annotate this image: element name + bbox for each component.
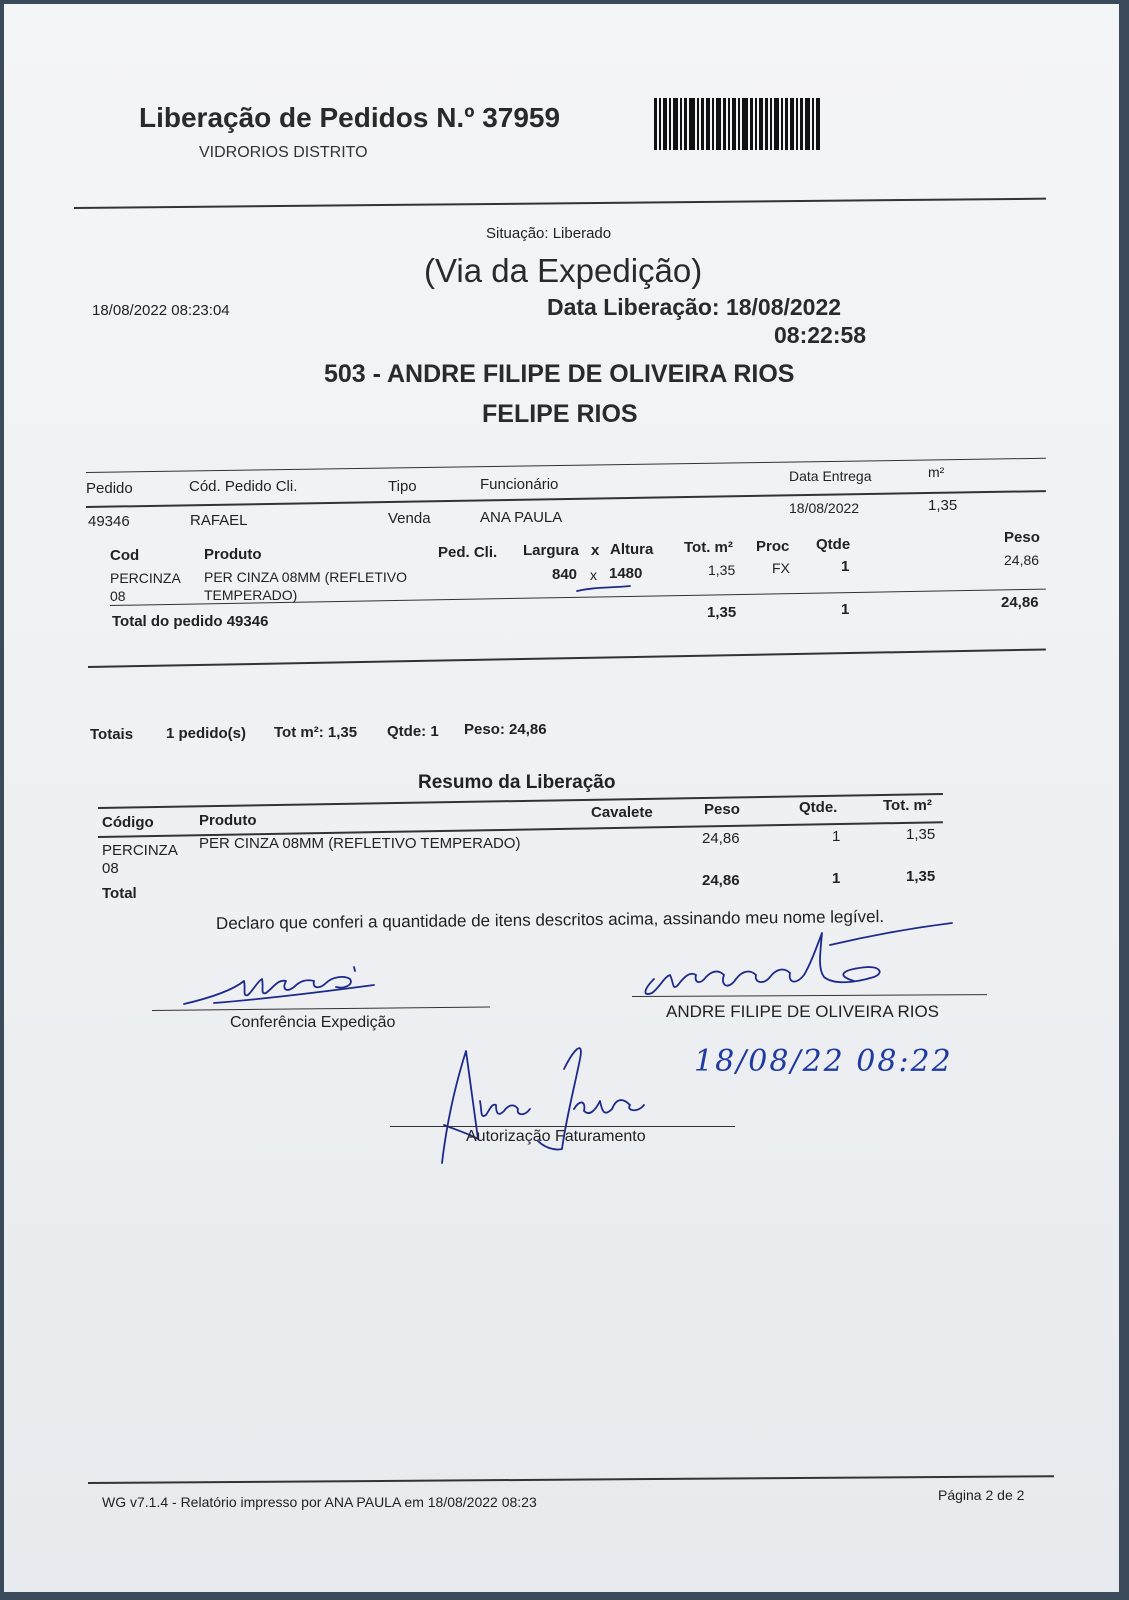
order-total-peso: 24,86 <box>1001 594 1039 611</box>
summary-total-qtde: 1 <box>832 870 841 887</box>
item-tot-m2: 1,35 <box>708 562 736 578</box>
order-table-top-line <box>86 458 1046 473</box>
order-type: Venda <box>388 510 431 527</box>
footer-line <box>88 1475 1054 1484</box>
summary-total-peso: 24,86 <box>702 872 740 889</box>
summary-total-m2: 1,35 <box>906 868 936 885</box>
item-cod-line1: PERCINZA <box>110 570 181 586</box>
col-qtde: Qtde <box>816 536 851 553</box>
header-divider <box>74 198 1046 209</box>
col-funcionario: Funcionário <box>480 476 559 493</box>
totals-peso: Peso: 24,86 <box>464 721 547 738</box>
summary-col-qtde: Qtde. <box>799 799 838 816</box>
summary-title: Resumo da Liberação <box>418 772 616 793</box>
item-produto-line2: TEMPERADO) <box>204 587 298 603</box>
order-total-qtde: 1 <box>841 601 850 618</box>
item-cod-line2: 08 <box>110 588 126 604</box>
item-peso: 24,86 <box>1004 552 1040 568</box>
col-proc: Proc <box>756 538 790 555</box>
autorizacao-label: Autorização Faturamento <box>466 1128 646 1145</box>
summary-col-codigo: Código <box>102 814 154 831</box>
summary-col-produto: Produto <box>199 812 257 829</box>
summary-col-peso: Peso <box>704 801 740 818</box>
col-tot-m2: Tot. m² <box>684 539 733 556</box>
autorizacao-signature <box>434 1039 664 1169</box>
handwritten-date: 18/08/22 08:22 <box>694 1044 953 1079</box>
item-proc: FX <box>772 560 790 576</box>
order-total-m2: 1,35 <box>707 604 737 621</box>
order-employee: ANA PAULA <box>480 509 563 526</box>
col-cod: Cod <box>110 547 140 564</box>
item-produto-line1: PER CINZA 08MM (REFLETIVO <box>204 569 408 585</box>
summary-tot-m2: 1,35 <box>906 826 936 843</box>
summary-total-label: Total <box>102 885 137 902</box>
col-cod-pedido-cli: Cód. Pedido Cli. <box>189 478 298 495</box>
col-m2: m² <box>928 464 945 480</box>
col-produto: Produto <box>204 546 262 563</box>
item-altura: 1480 <box>609 565 643 582</box>
order-table-bottom-line <box>88 648 1046 668</box>
totals-qtde: Qtde: 1 <box>387 723 439 740</box>
release-date: Data Liberação: 18/08/2022 <box>547 294 842 320</box>
col-peso: Peso <box>1004 529 1040 546</box>
order-number: 49346 <box>88 513 130 530</box>
totals-pedidos: 1 pedido(s) <box>166 725 247 742</box>
order-total-label: Total do pedido 49346 <box>112 613 269 630</box>
summary-col-cavalete: Cavalete <box>591 804 653 821</box>
declaration-text: Declaro que conferi a quantidade de itens descritos acima, assinando meu nome legível. <box>215 907 885 933</box>
summary-col-tot-m2: Tot. m² <box>883 797 932 814</box>
order-client-code: RAFAEL <box>190 512 248 529</box>
col-altura: Altura <box>610 541 654 558</box>
barcode <box>654 98 824 150</box>
item-x: x <box>590 567 597 583</box>
summary-produto: PER CINZA 08MM (REFLETIVO TEMPERADO) <box>199 835 521 852</box>
item-qtde: 1 <box>841 558 850 575</box>
document-title: Liberação de Pedidos N.º 37959 <box>139 102 561 133</box>
summary-peso: 24,86 <box>702 830 740 847</box>
item-largura: 840 <box>552 566 578 583</box>
col-x: x <box>591 542 600 559</box>
totals-m2: Tot m²: 1,35 <box>274 724 358 741</box>
autorizacao-line <box>390 1126 735 1127</box>
footer-printed-by: WG v7.1.4 - Relatório impresso por ANA PAULA em 18/08/2022 08:23 <box>102 1494 537 1510</box>
order-delivery-date: 18/08/2022 <box>789 500 860 516</box>
status-text: Situação: Liberado <box>486 225 612 242</box>
document-page <box>4 4 1119 1592</box>
totals-label: Totais <box>90 726 134 743</box>
col-tipo: Tipo <box>388 478 417 495</box>
company-name: VIDRORIOS DISTRITO <box>199 144 368 161</box>
col-data-entrega: Data Entrega <box>789 468 872 484</box>
col-ped-cli: Ped. Cli. <box>438 544 498 561</box>
order-m2: 1,35 <box>928 497 958 514</box>
summary-codigo-line1: PERCINZA <box>102 842 178 859</box>
conferencia-label: Conferência Expedição <box>230 1014 396 1031</box>
via-label: (Via da Expedição) <box>424 252 703 289</box>
release-time: 08:22:58 <box>774 322 867 348</box>
client-signature-label: ANDRE FILIPE DE OLIVEIRA RIOS <box>666 1002 940 1021</box>
footer-page-number: Página 2 de 2 <box>938 1487 1025 1503</box>
summary-qtde: 1 <box>832 828 841 845</box>
client-signature <box>634 919 964 1014</box>
print-datetime: 18/08/2022 08:23:04 <box>92 302 230 319</box>
client-short-name: FELIPE RIOS <box>482 400 638 428</box>
col-largura: Largura <box>523 542 579 559</box>
col-pedido: Pedido <box>86 480 133 497</box>
handwritten-underline <box>574 582 634 596</box>
client-name: 503 - ANDRE FILIPE DE OLIVEIRA RIOS <box>324 360 795 388</box>
summary-codigo-line2: 08 <box>102 860 119 877</box>
